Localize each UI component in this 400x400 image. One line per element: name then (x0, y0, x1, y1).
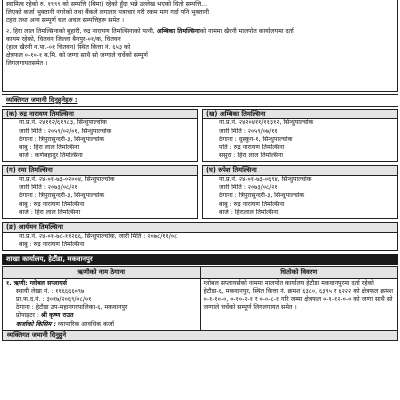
guarantor-card-ka (2, 109, 198, 163)
guarantor-address: ठेगाना : धुस्कुन-१, सिन्धुपाल्चोक (219, 135, 293, 143)
guarantor-husband: पति : रुद्र नारायण तिमल्सिना (219, 143, 285, 151)
guarantors-grid (2, 109, 398, 251)
borrower-collateral-table (2, 266, 398, 331)
para2-text-a: २. हिरा लाल तिमल्सिनाको बुहारी, रुद्र नारायण तिमल्सिनाको पत्नी, (6, 27, 155, 35)
guarantor-father: बाबु : रुद्र नारायण तिमल्सिना (219, 200, 285, 208)
guarantor-issue-date: जारी मिति : २०५९/०७/११ (219, 127, 278, 135)
guarantor-name: (ङ) आर्यमन तिमल्सिना (3, 223, 397, 233)
column-header-borrower: ऋणीको नाम ठेगाना (3, 267, 201, 279)
table-row (3, 278, 398, 330)
para2-line-e: क्षेत्रफल ०-१०-१ ब.मि. को जग्गा साथै सो जग्गाले चर्चेको सम्पूर्ण (6, 52, 148, 60)
guarantor-citizenship: ना.प्र.नं. २४-०१-७३-०६९४, सिन्धुपाल्चोक (219, 176, 312, 184)
collateral-para-2 (6, 28, 394, 36)
borrower-cell (3, 278, 201, 330)
guarantor-card-nga (2, 222, 398, 251)
guarantors-heading: व्यक्तिगत जमानी दिनुहुनेहरु : (2, 94, 398, 107)
guarantor-grandfather: बाजे : कर्णबहादुर तिमल्सिना (19, 152, 83, 160)
guarantor-citizenship: ना.प्र.नं. २४२०४११/११३१२, सिन्धुपाल्चोक (219, 119, 314, 127)
guarantor-name: (क) रुद्र नारायण तिमल्सिना (3, 110, 197, 120)
borrower-proprietor: प्रोपाइटर : श्री कृष्ण राउत (16, 312, 74, 320)
guarantor-citizenship: ना.प्र.नं. २४११२/६१९८३, सिन्धुपाल्चोक (19, 119, 107, 127)
para2-line-d: (हाल खैरनी न.पा.-०१ चितवन) स्थित कित्ता नं. ६५३ को (6, 43, 131, 51)
branch-office-bar: शाखा कार्यालय, हेटौंडा, मकवानपुर (2, 254, 398, 265)
borrower-registration: प्रा.फ.द.नं. : ३०१७/२०६९/०८/०१ (16, 296, 92, 304)
guarantor-card-ga (2, 165, 198, 219)
guarantor-name: (ख) अम्बिका तिमल्सिना (203, 110, 397, 120)
guarantor-father: बाबु : रुद्र नारायण तिमल्सिना (19, 200, 85, 208)
guarantor-citizenship: ना.प्र.नं. २४-०१-७८-११२६६, सिन्धुपाल्चोक, जारी मिति : २०७८/११/०८ (19, 232, 178, 240)
guarantor-address: ठेगाना : त्रिपुरासुन्दरी-३, सिन्धुपाल्चोक (219, 192, 305, 200)
guarantor-card-gha (202, 165, 398, 219)
para2-name: अम्बिका तिमल्सिना (156, 27, 200, 35)
guarantor-address: ठेगाना : त्रिपुरासुन्दरी-३, सिन्धुपाल्चोक (19, 192, 105, 200)
borrower-title: १. ऋणी: ग्लोबल सप्लायर्स (6, 279, 67, 287)
column-header-collateral: धितोको विवरण (200, 267, 398, 279)
collateral-cell: ग्लोबल सप्लायर्सको नाममा मालपोत कार्यालय हेटौडा मकवानपुरमा दर्ता रहेको हेटौडा-६, मकवानपुर, स्थित कित्ता नं. क्रमश ६३८०, ६३९५ र ६२२२ को क्षेत्रफल क्रमश ०-१-१०-०, ०-१०-२-१ र ०-०-८-१ गरि जम्मा क्षेत्रफल ०-१-१२-०-० को जग्गा साथै सो जग्गाले चर्चेको सम्पूर्ण लिगलगायत समेत । (200, 278, 398, 330)
borrower-loan-type: कर्जाको किसिम : व्यापारिक आवधिक कर्जा (16, 320, 115, 328)
borrower-address: ठेगाना : हेटौडा उप-महानगरपालिका-६, मकवानपुर (16, 304, 128, 312)
guarantor-name: (ग) रमा तिमल्सिना (3, 166, 197, 176)
guarantor-father: बाबु : रुद्र नारायण तिमल्सिना (19, 240, 85, 248)
guarantor-grandfather: बाजे : हिरा लाल तिमल्सिना (19, 208, 81, 216)
para2-text-b: को नाममा खैरनी मालपोत कार्यालयमा दर्ता (199, 27, 294, 35)
guarantor-issue-date: जारी मिति : २०५९/०२/०१, सिन्धुपाल्चोक (19, 127, 112, 135)
guarantor-issue-date: जारी मिति : २०७३/०८/२१ (219, 184, 278, 192)
bottom-guarantors-heading: व्यक्तिगत जमानी दिनुहुने (2, 331, 398, 341)
guarantor-name: (घ) रुपेश तिमल्सिना (203, 166, 397, 176)
collateral-line-1: स्वामित्व रहेको रु. १९९९ को सम्पत्ति (बिमा) रहेको हुँदा भन्ने उल्लेख भएको धितो सम्पत्ति... (6, 1, 208, 8)
guarantor-father-in-law: ससुरा : हिरा लाल तिमल्सिना (219, 152, 283, 160)
borrower-pan: स्थायी लेखा नं. : ११६६६६०९७ (16, 287, 85, 295)
guarantor-issue-date: जारी मिति : २०७३/०८/२१ (19, 184, 78, 192)
guarantor-citizenship: ना.प्र.नं. २४-०१-७३-०२००४, सिन्धुपाल्चोक (19, 176, 115, 184)
collateral-line-2: लिएको कर्जा भुक्तानी नगरेको तथा बैंकले लगातार पत्राचार गरी रकम माग गर्दा पनि भुक्तानी (6, 9, 209, 17)
guarantor-father: बाबु : हिरा लाल तिमल्सिना (19, 143, 80, 151)
para2-line-f: लिगलगायतसमेत । (6, 60, 48, 68)
guarantor-grandfather: बाजे : हिरालाल तिमल्सिना (219, 208, 279, 216)
para2-line-c: कायम रहेको, चितवन जिल्ला बैनपुर-०१/क, चितवन (6, 35, 121, 43)
collateral-description-block (2, 0, 398, 92)
collateral-line-3: टहरा तथा अन्य सम्पूर्ण चल अचल सम्पत्तिहरू समेत । (6, 17, 125, 25)
guarantor-address: ठेगाना : त्रिपुरासुन्दरी-३, सिन्धुपाल्चोक (19, 135, 105, 143)
guarantor-card-kha (202, 109, 398, 163)
